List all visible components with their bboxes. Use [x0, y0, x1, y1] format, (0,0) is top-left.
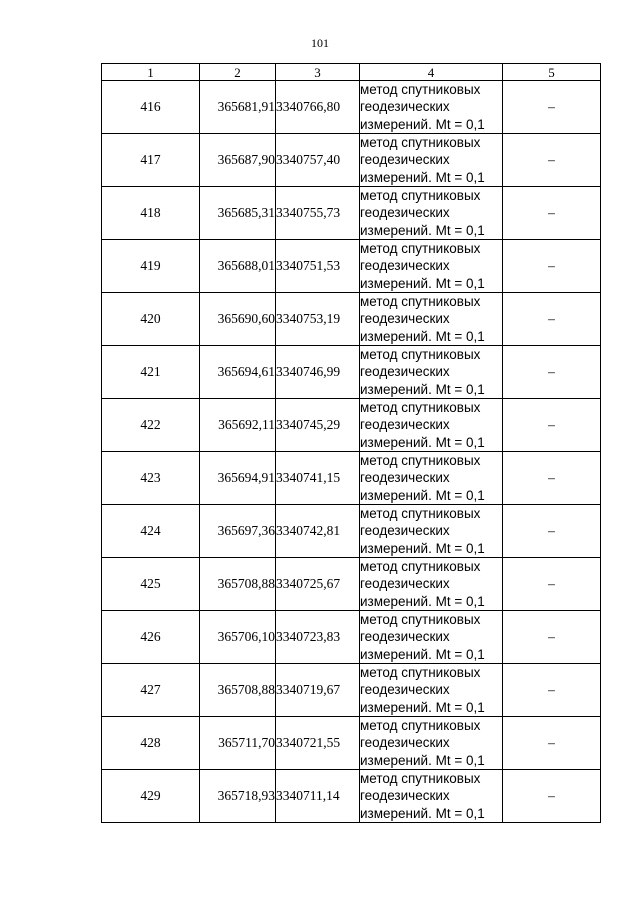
method-line: измерений. Mt = 0,1 [360, 540, 485, 556]
method-cell [360, 81, 503, 134]
method-line: геодезических [360, 417, 450, 433]
method-line: измерений. Mt = 0,1 [360, 646, 485, 662]
method-line: метод спутниковых [360, 665, 481, 681]
point-number-cell: 417 [102, 134, 200, 187]
point-number-cell: 416 [102, 81, 200, 134]
point-number-cell: 426 [102, 611, 200, 664]
method-line: геодезических [360, 682, 450, 698]
method-line: измерений. Mt = 0,1 [360, 275, 485, 291]
method-line: измерений. Mt = 0,1 [360, 593, 485, 609]
note-cell: – [503, 717, 601, 770]
note-cell: – [503, 558, 601, 611]
note-cell: – [503, 505, 601, 558]
method-line: метод спутниковых [360, 82, 481, 98]
method-line: геодезических [360, 735, 450, 751]
x-coordinate-cell: 365687,90 [200, 134, 276, 187]
table-row [102, 505, 601, 558]
note-cell: – [503, 240, 601, 293]
point-number-cell: 421 [102, 346, 200, 399]
x-coordinate-cell: 365697,36 [200, 505, 276, 558]
x-coordinate-cell: 365688,01 [200, 240, 276, 293]
point-number-cell: 427 [102, 664, 200, 717]
table-row [102, 611, 601, 664]
y-coordinate-cell: 3340745,29 [276, 399, 360, 452]
table-row [102, 770, 601, 823]
table-row [102, 717, 601, 770]
table-row [102, 240, 601, 293]
method-line: измерений. Mt = 0,1 [360, 752, 485, 768]
table-row [102, 452, 601, 505]
method-line: метод спутниковых [360, 294, 481, 310]
point-number-cell: 420 [102, 293, 200, 346]
table-row [102, 293, 601, 346]
y-coordinate-cell: 3340719,67 [276, 664, 360, 717]
method-line: геодезических [360, 99, 450, 115]
method-line: измерений. Mt = 0,1 [360, 381, 485, 397]
x-coordinate-cell: 365694,91 [200, 452, 276, 505]
method-line: метод спутниковых [360, 718, 481, 734]
point-number-cell: 424 [102, 505, 200, 558]
method-cell [360, 452, 503, 505]
method-cell [360, 134, 503, 187]
coordinates-table [101, 63, 601, 823]
point-number-cell: 419 [102, 240, 200, 293]
method-cell [360, 187, 503, 240]
table-row [102, 346, 601, 399]
method-line: измерений. Mt = 0,1 [360, 434, 485, 450]
x-coordinate-cell: 365694,61 [200, 346, 276, 399]
y-coordinate-cell: 3340746,99 [276, 346, 360, 399]
method-cell [360, 293, 503, 346]
method-line: метод спутниковых [360, 241, 481, 257]
note-cell: – [503, 187, 601, 240]
y-coordinate-cell: 3340721,55 [276, 717, 360, 770]
note-cell: – [503, 770, 601, 823]
y-coordinate-cell: 3340742,81 [276, 505, 360, 558]
x-coordinate-cell: 365692,11 [200, 399, 276, 452]
method-cell [360, 611, 503, 664]
column-header-3: 3 [276, 64, 360, 81]
column-header-1: 1 [102, 64, 200, 81]
y-coordinate-cell: 3340741,15 [276, 452, 360, 505]
x-coordinate-cell: 365690,60 [200, 293, 276, 346]
method-line: геодезических [360, 576, 450, 592]
column-header-5: 5 [503, 64, 601, 81]
method-line: геодезических [360, 629, 450, 645]
y-coordinate-cell: 3340753,19 [276, 293, 360, 346]
y-coordinate-cell: 3340757,40 [276, 134, 360, 187]
method-line: метод спутниковых [360, 188, 481, 204]
column-header-4: 4 [360, 64, 503, 81]
note-cell: – [503, 134, 601, 187]
point-number-cell: 425 [102, 558, 200, 611]
method-cell [360, 240, 503, 293]
method-cell [360, 505, 503, 558]
note-cell: – [503, 452, 601, 505]
y-coordinate-cell: 3340766,80 [276, 81, 360, 134]
table-body [102, 81, 601, 823]
table-row [102, 558, 601, 611]
note-cell: – [503, 399, 601, 452]
method-line: метод спутниковых [360, 400, 481, 416]
method-line: метод спутниковых [360, 612, 481, 628]
note-cell: – [503, 346, 601, 399]
method-line: измерений. Mt = 0,1 [360, 222, 485, 238]
x-coordinate-cell: 365718,93 [200, 770, 276, 823]
point-number-cell: 429 [102, 770, 200, 823]
method-line: геодезических [360, 152, 450, 168]
point-number-cell: 423 [102, 452, 200, 505]
method-cell [360, 664, 503, 717]
x-coordinate-cell: 365711,70 [200, 717, 276, 770]
method-line: метод спутниковых [360, 506, 481, 522]
point-number-cell: 428 [102, 717, 200, 770]
method-line: измерений. Mt = 0,1 [360, 328, 485, 344]
method-line: измерений. Mt = 0,1 [360, 169, 485, 185]
table-row [102, 187, 601, 240]
x-coordinate-cell: 365681,91 [200, 81, 276, 134]
method-cell [360, 346, 503, 399]
y-coordinate-cell: 3340723,83 [276, 611, 360, 664]
note-cell: – [503, 611, 601, 664]
method-line: геодезических [360, 205, 450, 221]
table-row [102, 134, 601, 187]
method-line: метод спутниковых [360, 135, 481, 151]
note-cell: – [503, 293, 601, 346]
table-row [102, 399, 601, 452]
note-cell: – [503, 81, 601, 134]
method-line: измерений. Mt = 0,1 [360, 487, 485, 503]
note-cell: – [503, 664, 601, 717]
method-line: метод спутниковых [360, 559, 481, 575]
method-line: геодезических [360, 364, 450, 380]
y-coordinate-cell: 3340725,67 [276, 558, 360, 611]
table-row [102, 664, 601, 717]
method-line: метод спутниковых [360, 347, 481, 363]
x-coordinate-cell: 365708,88 [200, 558, 276, 611]
method-line: метод спутниковых [360, 453, 481, 469]
method-line: измерений. Mt = 0,1 [360, 805, 485, 821]
table-header-row [102, 64, 601, 81]
method-line: геодезических [360, 258, 450, 274]
y-coordinate-cell: 3340711,14 [276, 770, 360, 823]
method-line: измерений. Mt = 0,1 [360, 699, 485, 715]
method-line: метод спутниковых [360, 771, 481, 787]
method-line: геодезических [360, 470, 450, 486]
method-cell [360, 558, 503, 611]
column-header-2: 2 [200, 64, 276, 81]
method-line: геодезических [360, 788, 450, 804]
point-number-cell: 418 [102, 187, 200, 240]
page-number: 101 [311, 36, 329, 50]
table-row [102, 81, 601, 134]
method-line: геодезических [360, 311, 450, 327]
x-coordinate-cell: 365706,10 [200, 611, 276, 664]
method-cell [360, 399, 503, 452]
method-cell [360, 717, 503, 770]
y-coordinate-cell: 3340751,53 [276, 240, 360, 293]
x-coordinate-cell: 365708,88 [200, 664, 276, 717]
method-cell [360, 770, 503, 823]
method-line: геодезических [360, 523, 450, 539]
point-number-cell: 422 [102, 399, 200, 452]
x-coordinate-cell: 365685,31 [200, 187, 276, 240]
method-line: измерений. Mt = 0,1 [360, 116, 485, 132]
y-coordinate-cell: 3340755,73 [276, 187, 360, 240]
